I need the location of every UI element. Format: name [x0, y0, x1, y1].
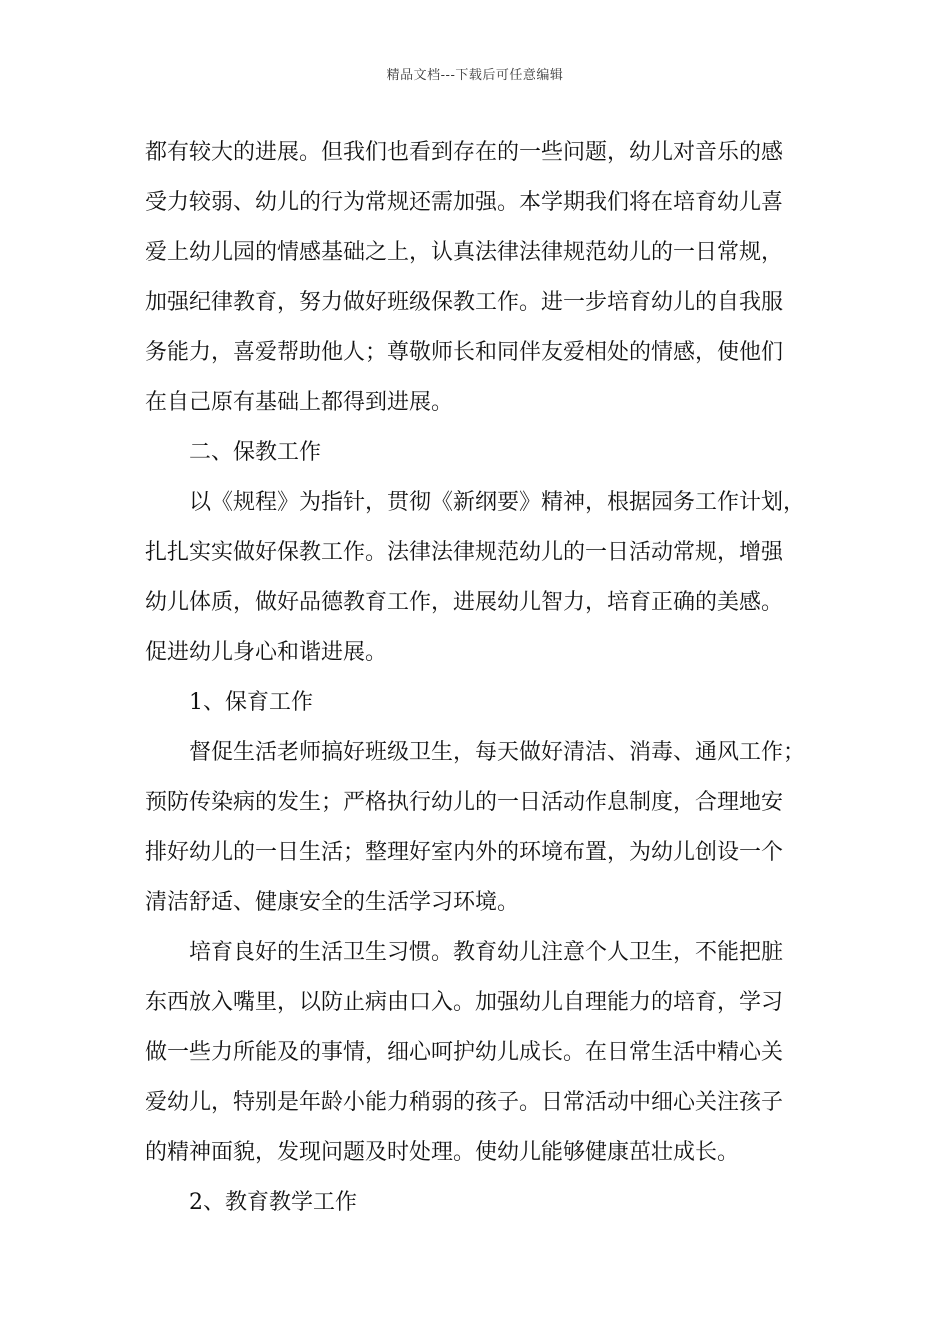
- text-line: 都有较大的进展。但我们也看到存在的一些问题，幼儿对音乐的感: [145, 140, 784, 165]
- text-line: 幼儿体质，做好品德教育工作，进展幼儿智力，培育正确的美感。: [145, 590, 784, 615]
- text-line: 在自己原有基础上都得到进展。: [145, 390, 454, 415]
- page-header: 精品文档---下载后可任意编辑: [386, 68, 564, 83]
- text-line: 爱上幼儿园的情感基础之上，认真法律法律规范幼儿的一日常规，: [145, 240, 784, 265]
- paragraph-intro-continuation: [145, 128, 807, 428]
- text-line: 预防传染病的发生；严格执行幼儿的一日活动作息制度，合理地安: [145, 790, 784, 815]
- section-heading-care-education: [145, 428, 807, 478]
- subsection-heading-teaching: [145, 1178, 807, 1228]
- text-line: 促进幼儿身心和谐进展。: [145, 640, 388, 665]
- text-line: 排好幼儿的一日生活；整理好室内外的环境布置，为幼儿创设一个: [145, 840, 784, 865]
- text-line: 东西放入嘴里，以防止病由口入。加强幼儿自理能力的培育，学习: [145, 990, 784, 1015]
- paragraph-hygiene-habits: [145, 928, 807, 1178]
- text-line: 加强纪律教育，努力做好班级保教工作。进一步培育幼儿的自我服: [145, 290, 784, 315]
- text-line: 1、保育工作: [189, 690, 313, 715]
- text-line: 扎扎实实做好保教工作。法律法律规范幼儿的一日活动常规，增强: [145, 540, 784, 565]
- text-line: 督促生活老师搞好班级卫生，每天做好清洁、消毒、通风工作；: [189, 740, 806, 765]
- text-line: 培育良好的生活卫生习惯。教育幼儿注意个人卫生，不能把脏: [189, 940, 784, 965]
- text-line: 2、教育教学工作: [189, 1190, 357, 1215]
- paragraph-nursing: [145, 728, 807, 928]
- text-line: 做一些力所能及的事情，细心呵护幼儿成长。在日常生活中精心关: [145, 1040, 784, 1065]
- text-line: 受力较弱、幼儿的行为常规还需加强。本学期我们将在培育幼儿喜: [145, 190, 784, 215]
- text-line: 以《规程》为指针，贯彻《新纲要》精神，根据园务工作计划，: [189, 490, 806, 515]
- text-line: 清洁舒适、健康安全的生活学习环境。: [145, 890, 520, 915]
- document-body: [145, 128, 807, 1228]
- subsection-heading-nursing: [145, 678, 807, 728]
- paragraph-care-education: [145, 478, 807, 678]
- text-line: 二、保教工作: [189, 440, 322, 465]
- text-line: 的精神面貌，发现问题及时处理。使幼儿能够健康茁壮成长。: [145, 1140, 740, 1165]
- text-line: 爱幼儿，特别是年龄小能力稍弱的孩子。日常活动中细心关注孩子: [145, 1090, 784, 1115]
- text-line: 务能力，喜爱帮助他人；尊敬师长和同伴友爱相处的情感，使他们: [145, 340, 784, 365]
